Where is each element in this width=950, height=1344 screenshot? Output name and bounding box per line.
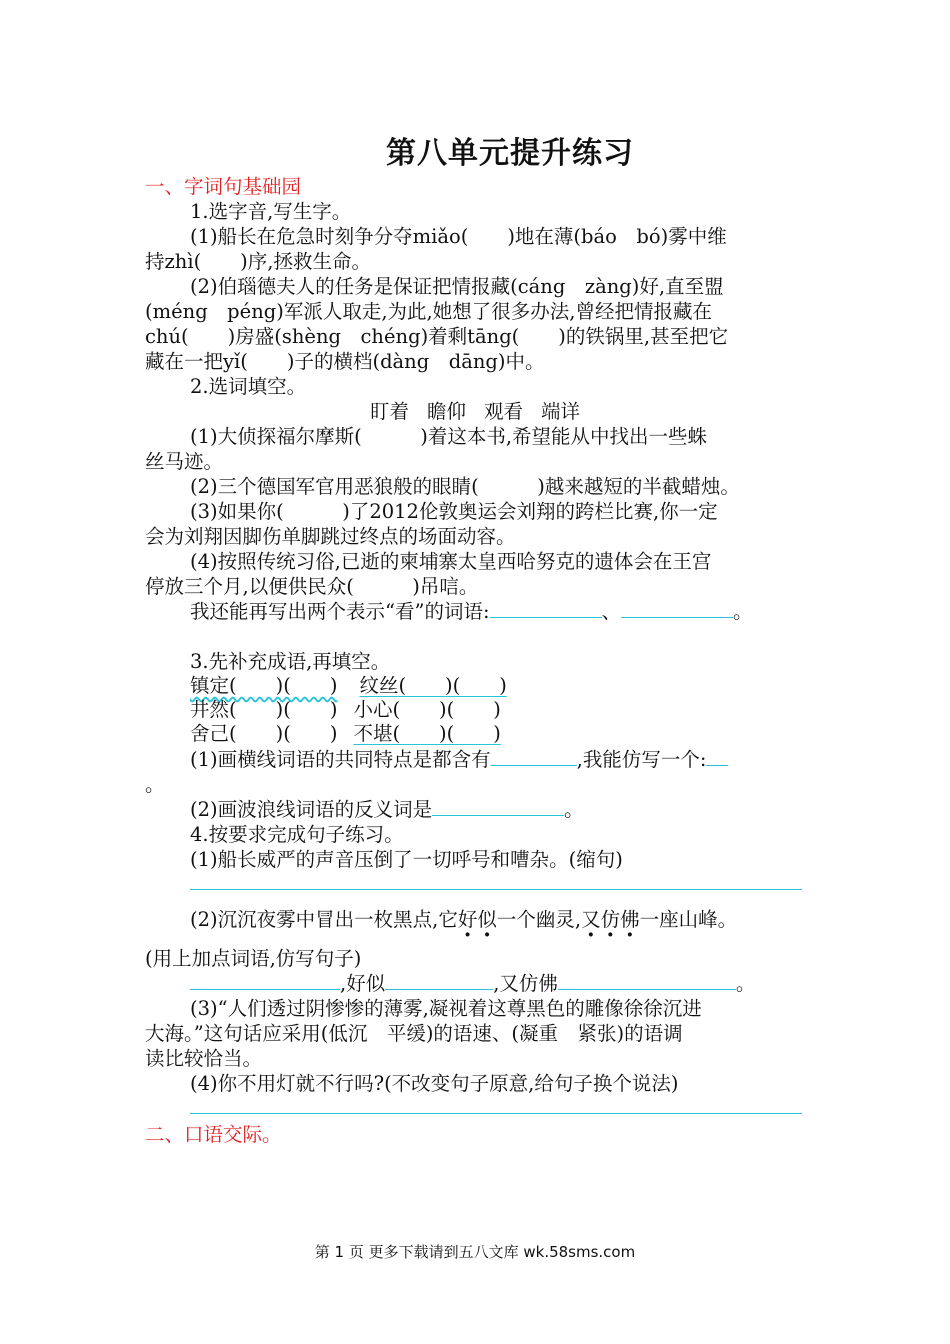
q4-text: ,好似 (340, 972, 386, 995)
q4-line-6: 大海。”这句话应采用(低沉 平缓)的语速、(凝重 紧张)的语调 (145, 1022, 683, 1045)
answer-blank[interactable] (558, 971, 736, 990)
q4-text: 一座山峰。 (639, 908, 738, 931)
q4-text: ,又仿佛 (493, 972, 558, 995)
q4-line-8: (4)你不用灯就不行吗?(不改变句子原意,给句子换个说法) (190, 1072, 679, 1095)
idiom-xiaoxin: 小心( )( ) (353, 698, 501, 721)
answer-blank[interactable] (706, 747, 728, 766)
q2-line-7: 停放三个月,以便供民众( )吊唁。 (145, 575, 479, 598)
q1-line-1: (1)船长在危急时刻争分夺miǎo( )地在薄(báo bó)雾中维 (190, 225, 727, 248)
q4-line-4 (190, 971, 755, 996)
q1-line-2: 持zhì( )序,拯救生命。 (145, 250, 371, 273)
q3-line-1-end: 。 (145, 773, 165, 796)
idiom-zhending: 镇定( )( ) (190, 674, 338, 697)
q2-line-6: (4)按照传统习俗,已逝的柬埔寨太皇西哈努克的遗体会在王宫 (190, 550, 712, 573)
q3-idiom-row-2 (190, 697, 501, 722)
word-option: 端详 (541, 400, 581, 423)
dotted-char: 又 (581, 908, 601, 931)
page-title: 第八单元提升练习 (386, 136, 634, 171)
idiom-bukan: 不堪( )( ) (353, 722, 501, 745)
q2-word-bank (370, 399, 598, 424)
q3-prompt-1: (1)画横线词语的共同特点是都含有 (190, 748, 491, 771)
q4-heading: 4.按要求完成句子练习。 (190, 823, 404, 846)
q4-text: (2)沉沉夜雾中冒出一枚黑点,它 (190, 908, 458, 931)
answer-line[interactable] (190, 1113, 802, 1114)
q4-text: 一个幽灵, (496, 908, 582, 931)
q2-heading: 2.选词填空。 (190, 375, 307, 398)
answer-blank[interactable] (491, 747, 577, 766)
q2-extra-line (190, 599, 753, 624)
q2-line-3: (2)三个德国军官用恶狼般的眼睛( )越来越短的半截蜡烛。 (190, 475, 740, 498)
dotted-char: 好 (457, 908, 478, 931)
q4-line-5: (3)“人们透过阴惨惨的薄雾,凝视着这尊黑色的雕像徐徐沉进 (190, 997, 702, 1020)
dotted-char: 仿 (600, 908, 621, 931)
separator: 、 (601, 600, 622, 623)
q4-line-2 (190, 907, 737, 932)
q3-heading: 3.先补充成语,再填空。 (190, 650, 391, 673)
page-footer: 第 1 页 更多下载请到五八文库 wk.58sms.com (314, 1243, 636, 1261)
q3-prompt-1b: ,我能仿写一个: (576, 748, 707, 771)
answer-blank[interactable] (385, 971, 493, 990)
q1-line-5: chú( )房盛(shèng chéng)着剩tāng( )的铁锅里,甚至把它 (145, 325, 729, 348)
q3-idiom-row-1 (190, 673, 507, 698)
q1-heading: 1.选字音,写生字。 (190, 200, 352, 223)
q4-line-7: 读比较恰当。 (145, 1047, 263, 1070)
q2-line-2: 丝马迹。 (145, 450, 224, 473)
q4-line-1: (1)船长威严的声音压倒了一切呼号和嘈杂。(缩句) (190, 848, 623, 871)
q3-line-1 (190, 747, 728, 772)
answer-blank[interactable] (432, 797, 564, 816)
answer-line[interactable] (190, 889, 802, 890)
dotted-char: 佛 (620, 908, 640, 931)
answer-blank[interactable] (621, 599, 733, 618)
q2-line-4: (3)如果你( )了2012伦敦奥运会刘翔的跨栏比赛,你一定 (190, 500, 718, 523)
q2-line-1: (1)大侦探福尔摩斯( )着这本书,希望能从中找出一些蛛 (190, 425, 708, 448)
idiom-sheji: 舍己( )( ) (190, 722, 338, 745)
q4-line-3: (用上加点词语,仿写句子) (145, 947, 362, 970)
section-1-heading: 一、字词句基础园 (145, 175, 302, 198)
word-option: 瞻仰 (427, 400, 467, 423)
period: 。 (733, 600, 753, 623)
period: 。 (564, 798, 584, 821)
q1-line-6: 藏在一把yǐ( )子的横档(dàng dāng)中。 (145, 350, 545, 373)
period: 。 (735, 972, 756, 995)
dotted-char: 似 (477, 908, 497, 931)
answer-blank[interactable] (190, 971, 340, 990)
q3-idiom-row-3 (190, 721, 501, 746)
idiom-wensi: 纹丝( )( ) (359, 674, 507, 697)
answer-blank[interactable] (490, 599, 602, 618)
q2-line-5: 会为刘翔因脚伤单脚跳过终点的场面动容。 (145, 525, 516, 548)
q1-line-3: (2)伯瑙德夫人的任务是保证把情报藏(cáng zàng)好,直至盟 (190, 275, 724, 298)
q3-prompt-2: (2)画波浪线词语的反义词是 (190, 798, 433, 821)
word-option: 观看 (484, 400, 524, 423)
idiom-jingran: 井然( )( ) (190, 698, 338, 721)
q3-line-2 (190, 797, 584, 822)
q2-extra-prompt: 我还能再写出两个表示“看”的词语: (190, 600, 490, 623)
section-2-heading: 二、口语交际。 (145, 1123, 282, 1146)
q1-line-4: (méng péng)军派人取走,为此,她想了很多办法,曾经把情报藏在 (145, 300, 712, 323)
word-option: 盯着 (370, 400, 410, 423)
